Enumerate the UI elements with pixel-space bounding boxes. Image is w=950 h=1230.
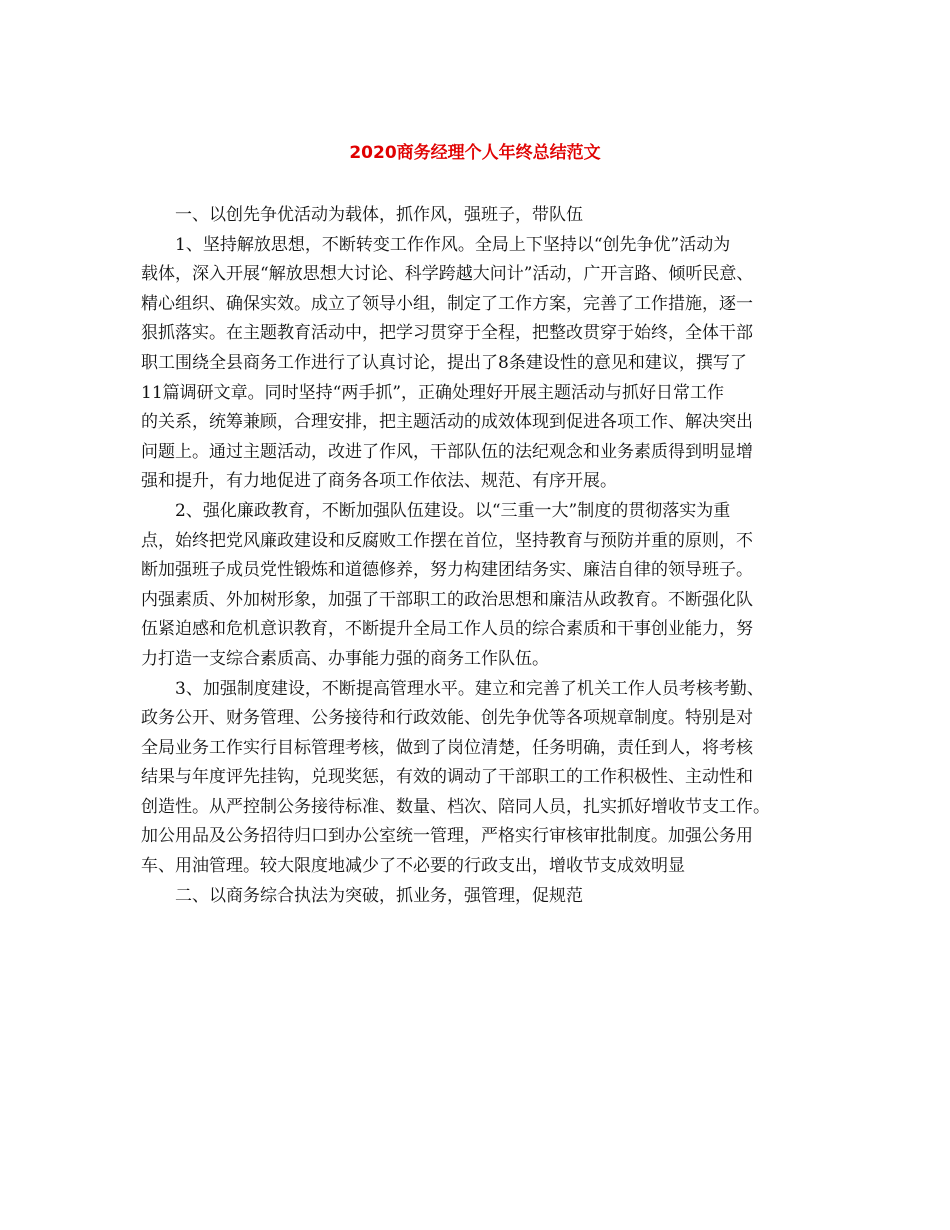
body-line: 职工围绕全县商务工作进行了认真讨论，提出了8条建设性的意见和建议，撰写了 bbox=[141, 352, 747, 373]
body-line: 3、加强制度建设，不断提高管理水平。建立和完善了机关工作人员考核考勤、 bbox=[175, 678, 764, 699]
body-line: 二、以商务综合执法为突破，抓业务，强管理，促规范 bbox=[175, 885, 583, 906]
body-line: 车、用油管理。较大限度地减少了不必要的行政支出，增收节支成效明显 bbox=[141, 856, 685, 877]
body-line: 的关系，统筹兼顾，合理安排，把主题活动的成效体现到促进各项工作、解决突出 bbox=[141, 412, 753, 433]
body-line: 11篇调研文章。同时坚持“两手抓”，正确处理好开展主题活动与抓好日常工作 bbox=[141, 382, 725, 403]
body-line: 精心组织、确保实效。成立了领导小组，制定了工作方案，完善了工作措施，逐一 bbox=[141, 293, 753, 314]
body-line: 2、强化廉政教育，不断加强队伍建设。以“三重一大”制度的贯彻落实为重 bbox=[175, 500, 731, 521]
document-title: 2020商务经理个人年终总结范文 bbox=[349, 143, 601, 163]
body-line: 伍紧迫感和危机意识教育，不断提升全局工作人员的综合素质和干事创业能力，努 bbox=[141, 619, 753, 640]
body-line: 全局业务工作实行目标管理考核，做到了岗位清楚，任务明确，责任到人，将考核 bbox=[141, 737, 753, 758]
body-line: 内强素质、外加树形象，加强了干部职工的政治思想和廉洁从政教育。不断强化队 bbox=[141, 589, 753, 610]
body-line: 结果与年度评先挂钩，兑现奖惩，有效的调动了干部职工的工作积极性、主动性和 bbox=[141, 767, 753, 788]
body-line: 1、坚持解放思想，不断转变工作作风。全局上下坚持以“创先争优”活动为 bbox=[175, 234, 731, 255]
body-line: 载体，深入开展“解放思想大讨论、科学跨越大问计”活动，广开言路、倾听民意、 bbox=[141, 264, 754, 285]
body-line: 政务公开、财务管理、公务接待和行政效能、创先争优等各项规章制度。特别是对 bbox=[141, 708, 753, 729]
body-line: 狠抓落实。在主题教育活动中，把学习贯穿于全程，把整改贯穿于始终，全体干部 bbox=[141, 323, 753, 344]
document-body bbox=[141, 201, 821, 911]
body-line: 强和提升，有力地促进了商务各项工作依法、规范、有序开展。 bbox=[141, 471, 617, 492]
body-line: 问题上。通过主题活动，改进了作风，干部队伍的法纪观念和业务素质得到明显增 bbox=[141, 441, 753, 462]
body-line: 创造性。从严控制公务接待标准、数量、档次、陪同人员，扎实抓好增收节支工作。 bbox=[141, 796, 770, 817]
body-line: 点，始终把党风廉政建设和反腐败工作摆在首位，坚持教育与预防并重的原则，不 bbox=[141, 530, 753, 551]
body-line: 一、以创先争优活动为载体，抓作风，强班子，带队伍 bbox=[175, 205, 583, 225]
body-line: 力打造一支综合素质高、办事能力强的商务工作队伍。 bbox=[141, 648, 549, 669]
body-line: 加公用品及公务招待归口到办公室统一管理，严格实行审核审批制度。加强公务用 bbox=[141, 826, 753, 847]
body-line: 断加强班子成员党性锻炼和道德修养，努力构建团结务实、廉洁自律的领导班子。 bbox=[141, 560, 753, 581]
